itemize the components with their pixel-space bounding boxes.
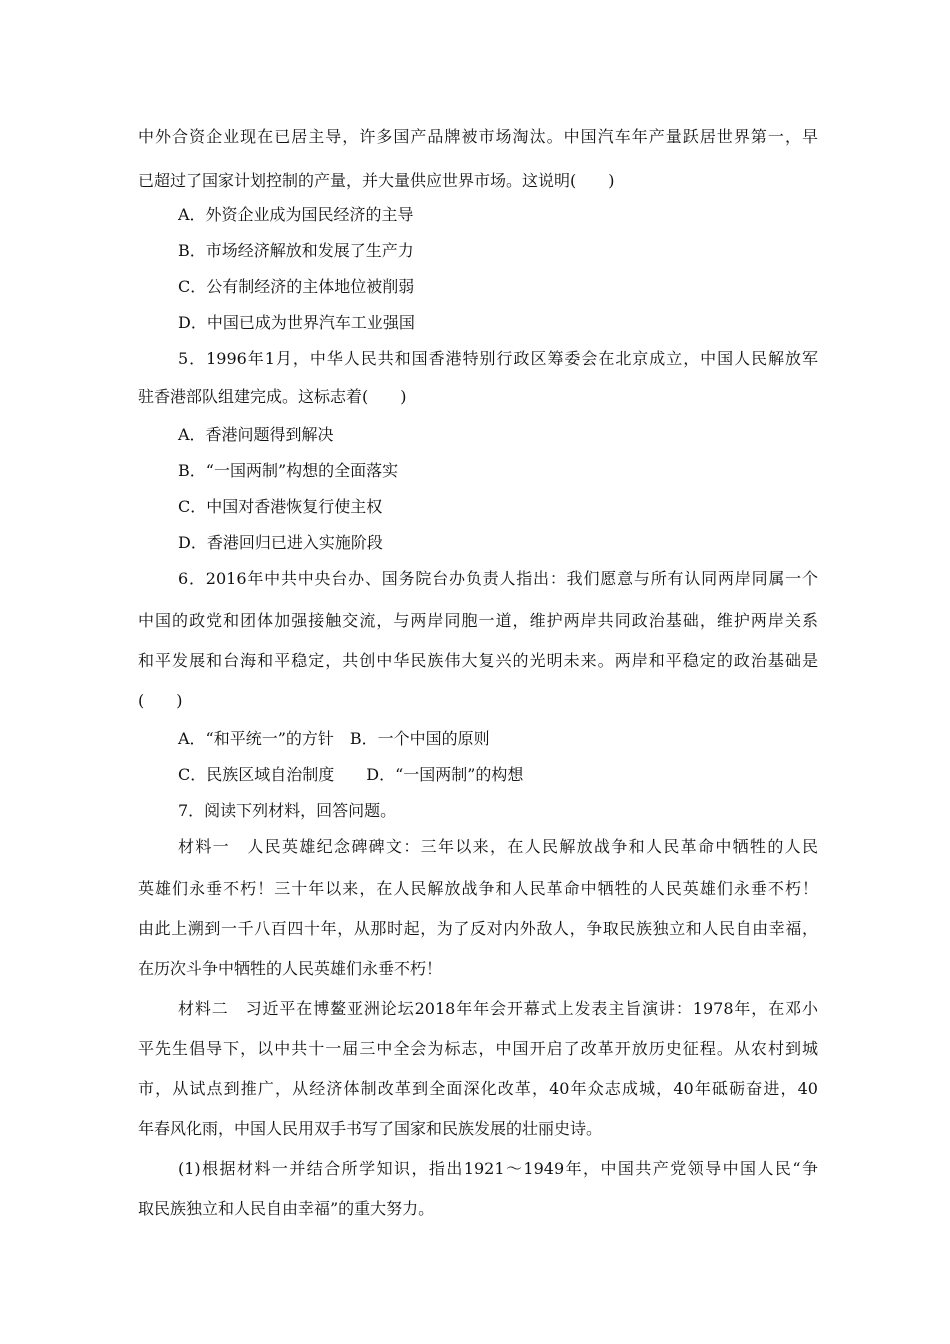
q7-material1-line-2: 英雄们永垂不朽！三十年以来，在人民解放战争和人民革命中牺牲的人民英雄们永垂不朽！ xyxy=(138,879,818,898)
q4-option-a: A．外资企业成为国民经济的主导 xyxy=(178,205,414,224)
q4-stem-line-2: 已超过了国家计划控制的产量，并大量供应世界市场。这说明( ) xyxy=(138,171,615,190)
q4-option-c: C．公有制经济的主体地位被削弱 xyxy=(178,277,415,296)
q5-option-c: C．中国对香港恢复行使主权 xyxy=(178,497,383,516)
q6-stem-line-1: 6．2016年中共中央台办、国务院台办负责人指出：我们愿意与所有认同两岸同属一个 xyxy=(178,569,818,588)
q5-option-a: A．香港问题得到解决 xyxy=(178,425,334,444)
q5-option-b: B．“一国两制”构想的全面落实 xyxy=(178,461,399,480)
q7-material2-line-4: 年春风化雨，中国人民用双手书写了国家和民族发展的壮丽史诗。 xyxy=(138,1119,603,1138)
q7-sub1-line-2: 取民族独立和人民自由幸福”的重大努力。 xyxy=(138,1199,435,1218)
q7-sub1-line-1: (1)根据材料一并结合所学知识，指出1921～1949年，中国共产党领导中国人民“争 xyxy=(178,1159,818,1178)
q7-material2-line-2: 平先生倡导下，以中共十一届三中全会为标志，中国开启了改革开放历史征程。从农村到城 xyxy=(138,1039,818,1058)
q7-material2-line-1: 材料二 习近平在博鳌亚洲论坛2018年年会开幕式上发表主旨演讲：1978年，在邓小 xyxy=(178,999,818,1018)
q5-stem-line-1: 5．1996年1月，中华人民共和国香港特别行政区筹委会在北京成立，中国人民解放军 xyxy=(178,349,818,368)
q4-option-d: D．中国已成为世界汽车工业强国 xyxy=(178,313,415,332)
q5-option-d: D．香港回归已进入实施阶段 xyxy=(178,533,383,552)
q6-stem-line-2: 中国的政党和团体加强接触交流，与两岸同胞一道，维护两岸共同政治基础，维护两岸关系 xyxy=(138,611,818,630)
q7-intro: 7．阅读下列材料，回答问题。 xyxy=(178,801,397,820)
q4-stem-line-1: 中外合资企业现在已居主导，许多国产品牌被市场淘汰。中国汽车年产量跃居世界第一，早 xyxy=(138,127,818,146)
q7-material1-line-4: 在历次斗争中牺牲的人民英雄们永垂不朽！ xyxy=(138,959,443,978)
q7-material1-line-1: 材料一 人民英雄纪念碑碑文：三年以来，在人民解放战争和人民革命中牺牲的人民 xyxy=(178,837,818,856)
q4-option-b: B．市场经济解放和发展了生产力 xyxy=(178,241,414,260)
q5-stem-line-2: 驻香港部队组建完成。这标志着( ) xyxy=(138,387,407,406)
q6-stem-line-3: 和平发展和台海和平稳定，共创中华民族伟大复兴的光明未来。两岸和平稳定的政治基础是 xyxy=(138,651,818,670)
q6-options-row-1: A．“和平统一”的方针 B．一个中国的原则 xyxy=(178,729,490,748)
q7-material2-line-3: 市，从试点到推广，从经济体制改革到全面深化改革，40年众志成城，40年砥砺奋进，40 xyxy=(138,1079,818,1098)
q6-stem-line-4: ( ) xyxy=(138,691,183,710)
q6-options-row-2: C．民族区域自治制度 D．“一国两制”的构想 xyxy=(178,765,524,784)
q7-material1-line-3: 由此上溯到一千八百四十年，从那时起，为了反对内外敌人，争取民族独立和人民自由幸福， xyxy=(138,919,818,938)
